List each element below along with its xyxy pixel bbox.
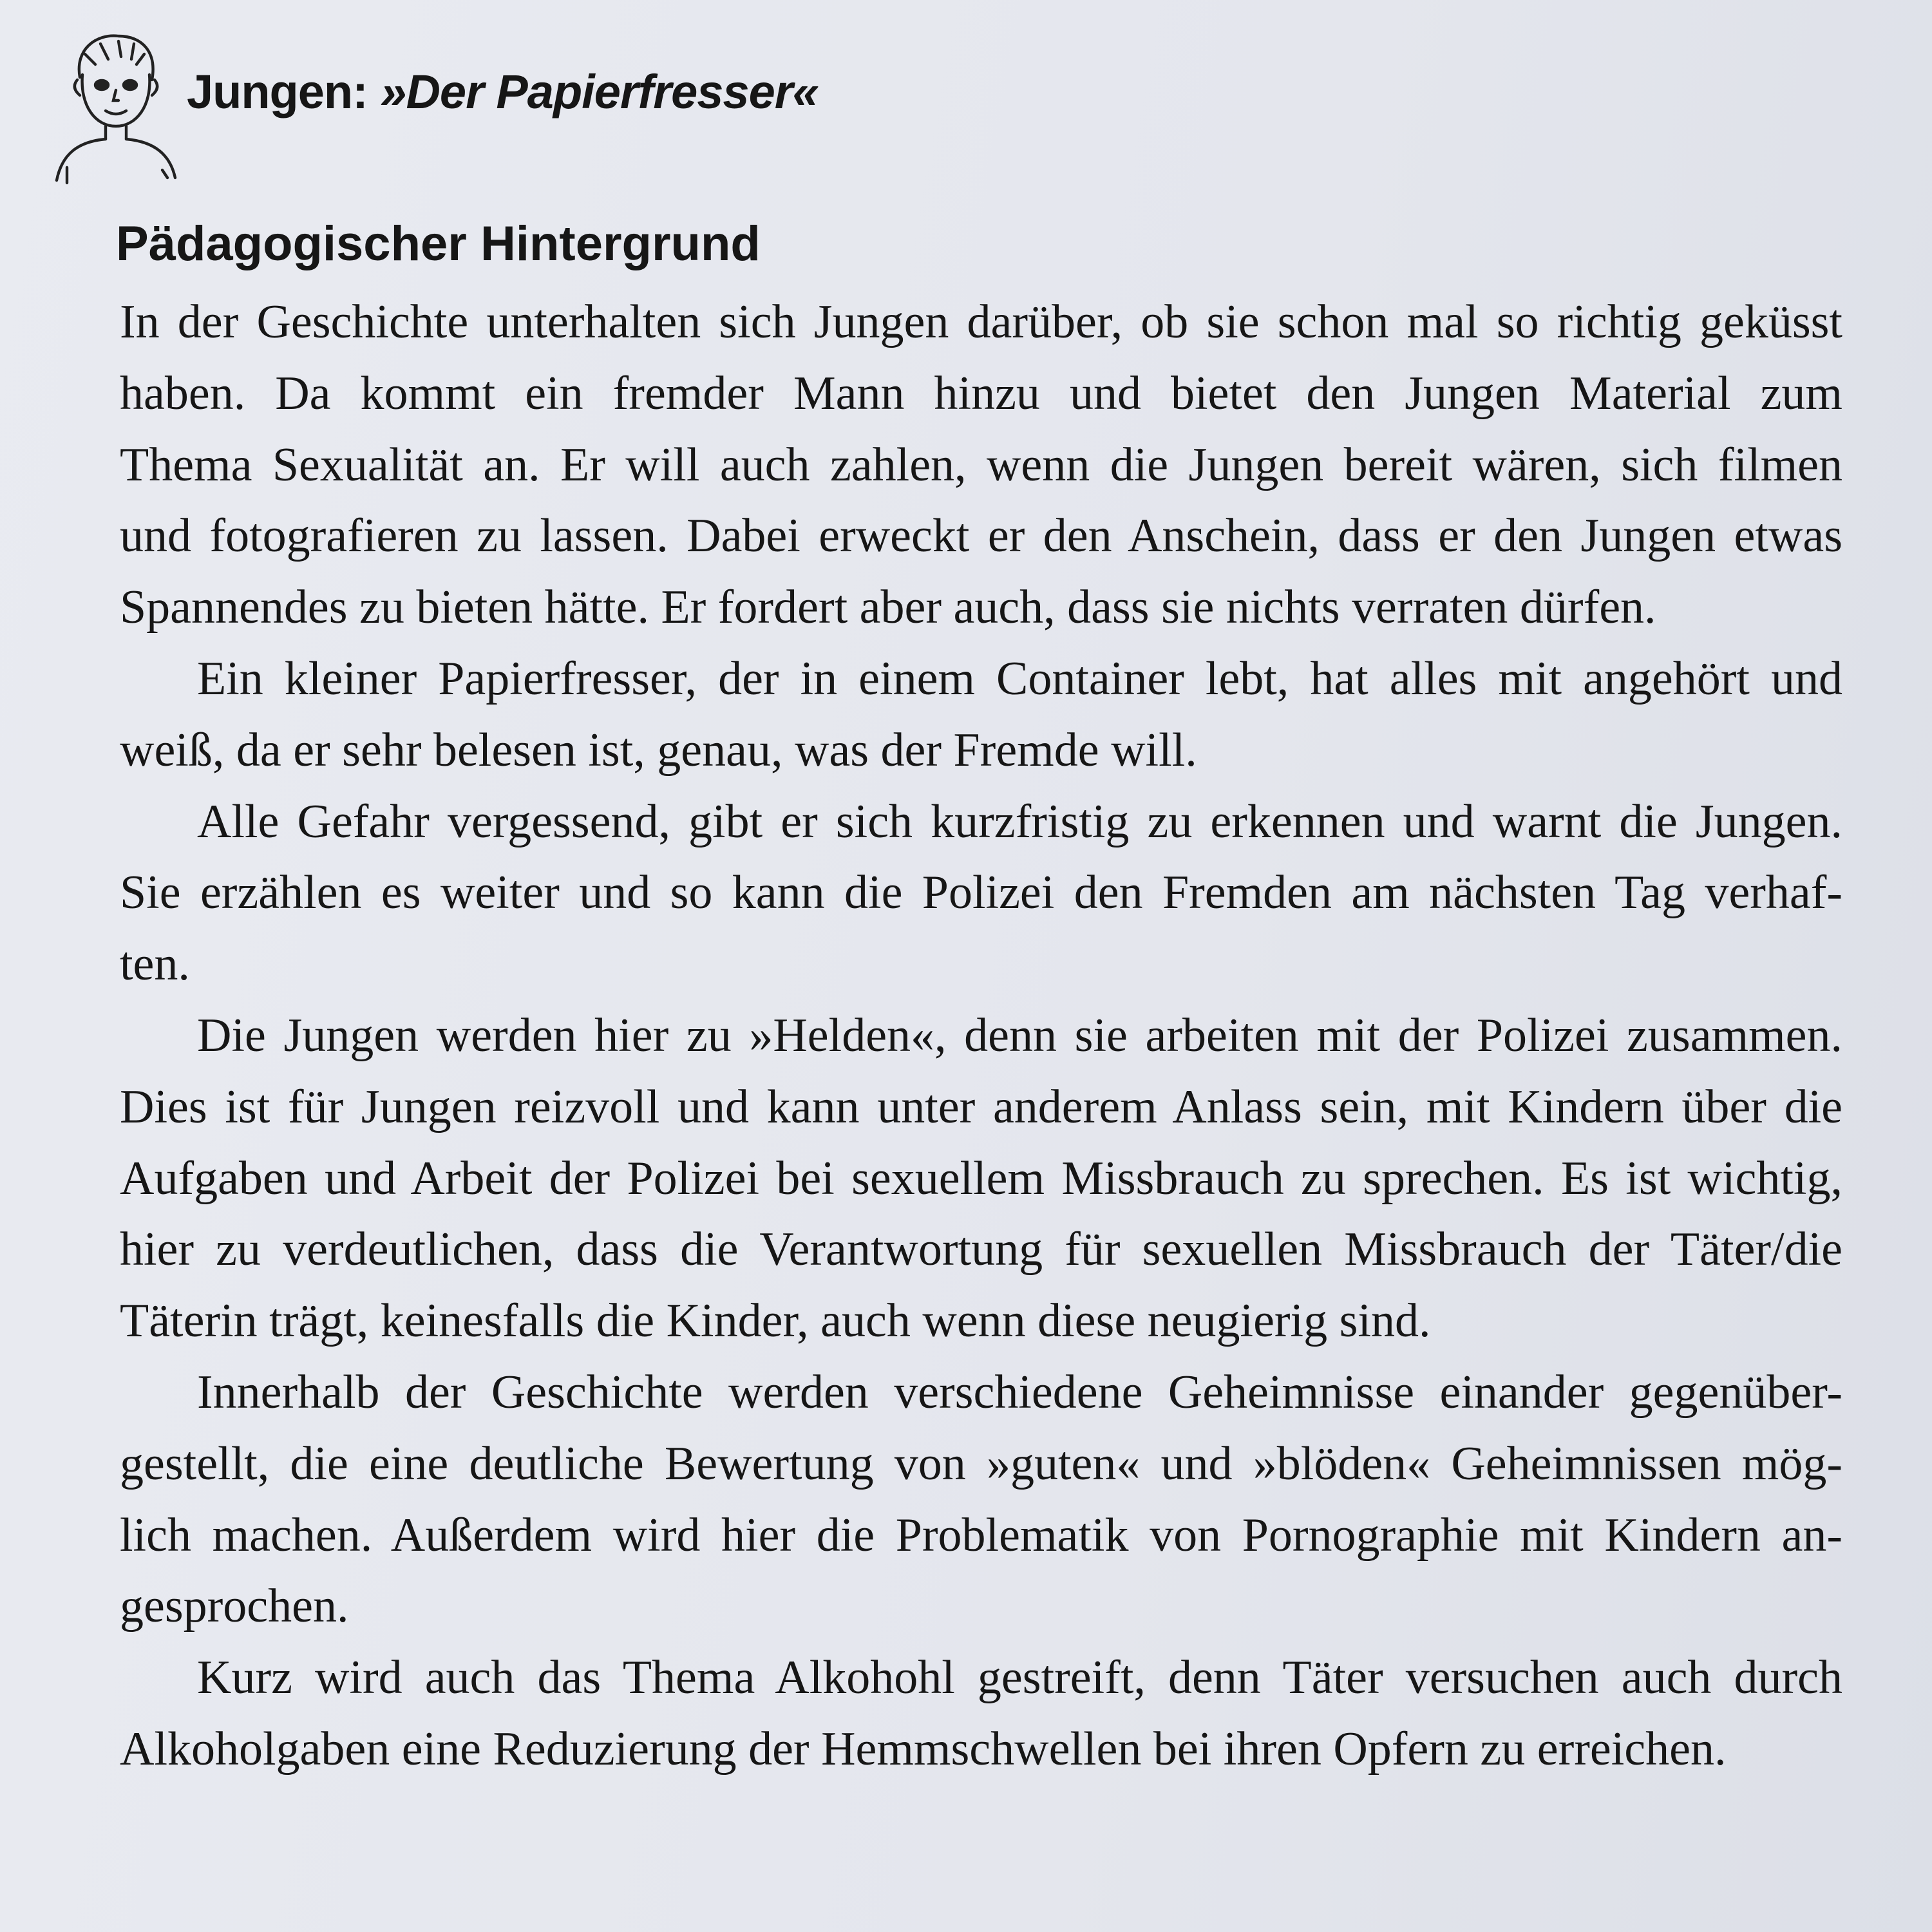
section-heading: Pädagogischer Hintergrund [116, 216, 761, 271]
text-line-content: ten. [120, 938, 190, 991]
text-line [120, 1214, 1842, 1285]
text-line-content: gesprochen. [120, 1580, 349, 1633]
text-line-content: haben. Da kommt ein fremder Mann hinzu und bietet den Jungen Material zum [120, 366, 1842, 420]
text-line [120, 1285, 1842, 1357]
text-line-content: Innerhalb der Geschichte werden verschiedene Geheimnisse einander gegenüber- [197, 1365, 1842, 1419]
text-line-content: Sie erzählen es weiter und so kann die Polizei den Fremden am nächsten Tag verhaf- [120, 866, 1842, 920]
text-line [120, 1428, 1842, 1500]
text-line-content: Aufgaben und Arbeit der Polizei bei sexuellem Missbrauch zu sprechen. Es ist wichtig, [120, 1151, 1842, 1205]
text-line-content: und fotografieren zu lassen. Dabei erweckt er den Anschein, dass er den Jungen etwas [120, 509, 1842, 563]
text-line [120, 857, 1842, 929]
text-line [120, 430, 1842, 501]
boy-face-icon [52, 26, 180, 200]
text-line [120, 572, 1842, 643]
text-line [120, 1571, 1842, 1642]
text-line [120, 1714, 1842, 1785]
text-line-content: Kurz wird auch das Thema Alkohohl gestreift, denn Täter versuchen auch durch [197, 1651, 1842, 1705]
text-line [120, 715, 1842, 786]
text-line [120, 929, 1842, 1000]
text-line-content: Dies ist für Jungen reizvoll und kann unter anderem Anlass sein, mit Kindern über die [120, 1080, 1842, 1133]
text-line-content: In der Geschichte unterhalten sich Jungen darüber, ob sie schon mal so richtig geküsst [120, 296, 1842, 348]
text-line-content: Ein kleiner Papierfresser, der in einem Container lebt, hat alles mit angehört und [197, 652, 1842, 705]
text-line [120, 1072, 1842, 1143]
text-line [120, 358, 1842, 430]
text-line-content: Thema Sexualität an. Er will auch zahlen, wenn die Jungen bereit wären, sich filmen [120, 438, 1842, 491]
body-text [120, 287, 1842, 1785]
chapter-prefix: Jungen: [187, 65, 381, 118]
text-line [120, 1500, 1842, 1571]
text-line [120, 287, 1842, 358]
text-line-content: Täterin trägt, keinesfalls die Kinder, auch wenn diese neugierig sind. [120, 1294, 1431, 1348]
text-line [120, 1357, 1842, 1428]
text-line-content: Alle Gefahr vergessend, gibt er sich kurzfristig zu erkennen und warnt die Jungen. [197, 795, 1842, 848]
text-line-content: hier zu verdeutlichen, dass die Verantwortung für sexuellen Missbrauch der Täter/die [120, 1223, 1842, 1276]
chapter-title [187, 64, 819, 119]
text-line-content: gestellt, die eine deutliche Bewertung von »guten« und »blöden« Geheimnissen mög- [120, 1437, 1842, 1490]
text-line-content: weiß, da er sehr belesen ist, genau, was der Fremde will. [120, 723, 1197, 777]
chapter-story-title: »Der Papierfresser« [380, 65, 819, 118]
text-line [120, 1143, 1842, 1215]
text-line-content: Alkoholgaben eine Reduzierung der Hemmschwellen bei ihren Opfern zu erreichen. [120, 1722, 1727, 1776]
text-line-content: Die Jungen werden hier zu »Helden«, denn sie arbeiten mit der Polizei zusammen. [197, 1009, 1842, 1062]
text-line [120, 1642, 1842, 1714]
text-line [120, 1000, 1842, 1072]
text-line [120, 500, 1842, 572]
text-line-content: lich machen. Außerdem wird hier die Problematik von Pornographie mit Kindern an- [120, 1508, 1842, 1562]
text-line [120, 786, 1842, 858]
text-line [120, 643, 1842, 715]
text-line-content: Spannendes zu bieten hätte. Er fordert aber auch, dass sie nichts verraten dürfen. [120, 581, 1656, 634]
